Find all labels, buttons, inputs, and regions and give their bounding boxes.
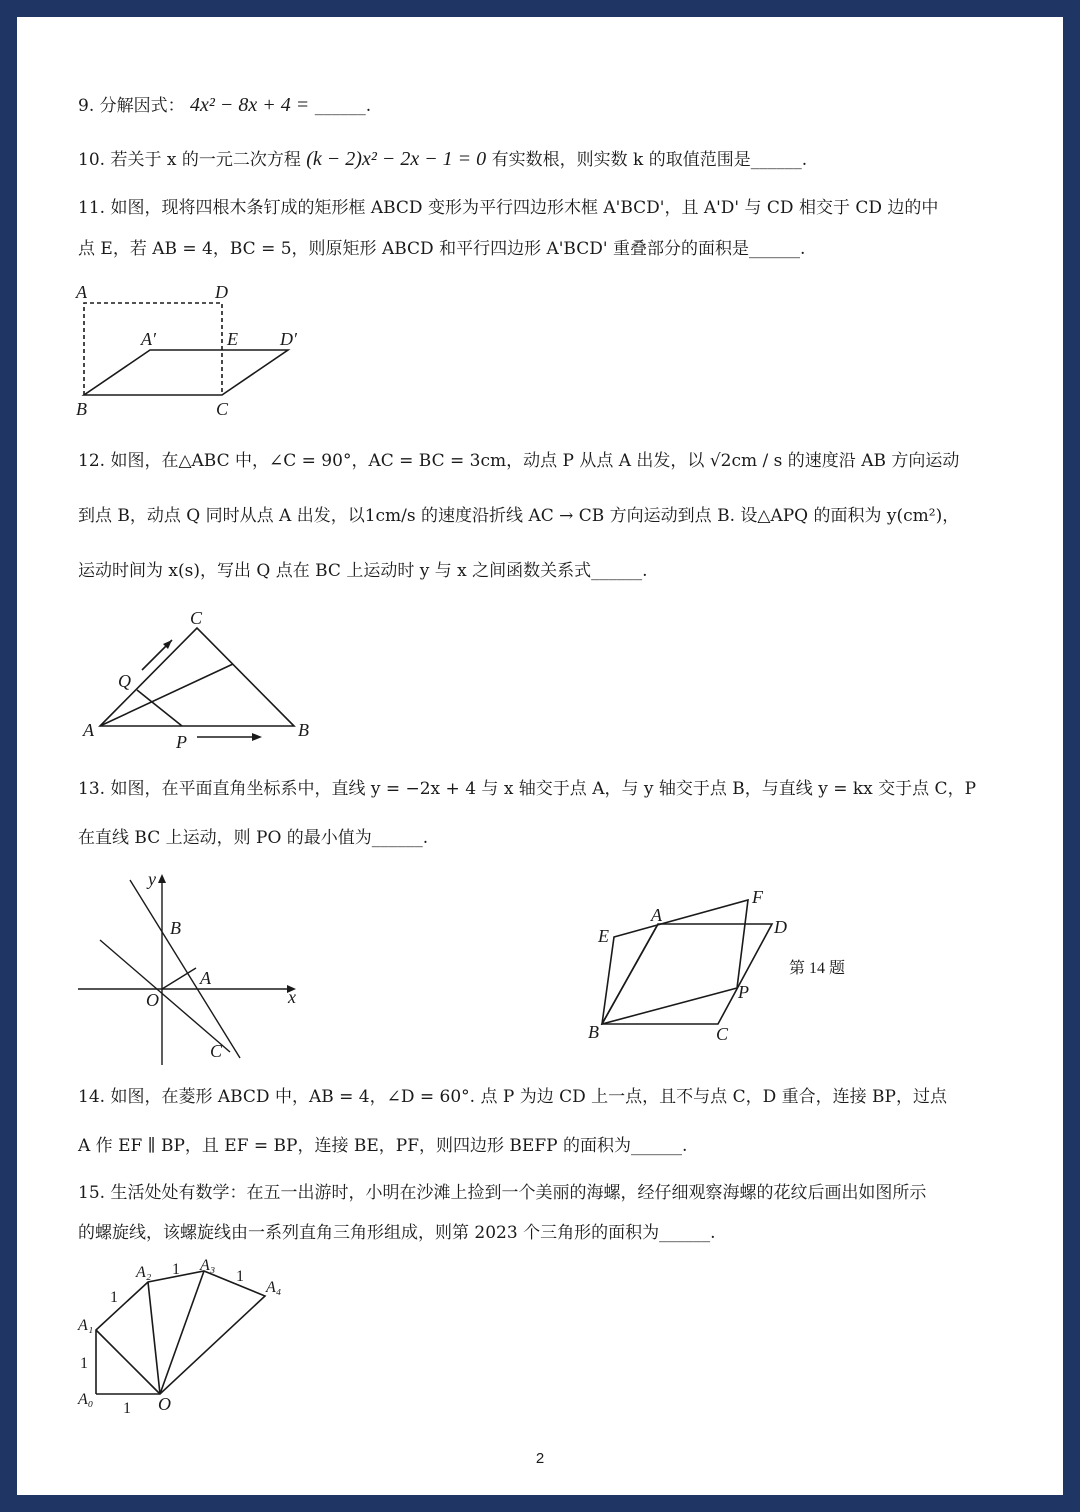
side-length-1: 1 [123,1400,131,1417]
figure-12-triangle [75,600,325,755]
question-15-line-2: 的螺旋线，该螺旋线由一系列直角三角形组成，则第 2023 个三角形的面积为______. [78,1223,716,1243]
side-length-1: 1 [110,1289,118,1306]
label-O: O [146,990,159,1010]
figure-15-spiral [70,1255,295,1420]
question-9: 9. 分解因式： 4x² − 8x + 4 = ______. [78,94,372,116]
label-A: A [200,968,211,988]
label-B: B [170,918,181,938]
label-A3: A₃ [200,1257,216,1274]
side-length-1: 1 [172,1261,180,1278]
label-A-prime: A′ [141,329,156,349]
label-B: B [298,720,309,740]
question-14-line-1: 14. 如图，在菱形 ABCD 中，AB = 4，∠D = 60°. 点 P 为边 CD 上一点，且不与点 C，D 重合，连接 BP，过点 [78,1087,947,1107]
label-F: F [752,887,763,907]
label-C: C [190,608,203,628]
label-D: D [774,917,787,937]
label-E: E [227,329,238,349]
question-12-line-1: 12. 如图，在△ABC 中，∠C = 90°，AC = BC = 3cm，动点 P 从点 A 出发，以 √2cm / s 的速度沿 AB 方向运动 [78,451,960,471]
figure-11-rectangle-parallelogram [70,280,320,425]
label-A: A [76,282,87,302]
question-11-line-2: 点 E，若 AB = 4，BC = 5，则原矩形 ABCD 和平行四边形 A'BCD' 重叠部分的面积是______. [78,239,806,259]
label-A4: A₄ [266,1279,282,1296]
label-B: B [588,1022,599,1042]
figure-14-caption: 第 14 题 [789,960,846,977]
side-length-1: 1 [80,1355,88,1372]
label-P: P [738,982,749,1002]
question-12-line-2: 到点 B，动点 Q 同时从点 A 出发，以1cm/s 的速度沿折线 AC → CB 方向运动到点 B. 设△APQ 的面积为 y(cm²)， [78,506,960,526]
question-10: 10. 若关于 x 的一元二次方程 (k − 2)x² − 2x − 1 = 0 有实数根，则实数 k 的取值范围是______. [78,148,808,170]
question-15-line-1: 15. 生活处处有数学：在五一出游时，小明在沙滩上捡到一个美丽的海螺，经仔细观察海螺的花纹后画出如图所示 [78,1183,927,1203]
label-E: E [598,926,609,946]
label-O: O [158,1394,171,1414]
question-13-line-1: 13. 如图，在平面直角坐标系中，直线 y = −2x + 4 与 x 轴交于点 A，与 y 轴交于点 B，与直线 y = kx 交于点 C，P [78,779,977,799]
figure-13-coordinate-plane [70,865,320,1070]
question-13-line-2: 在直线 BC 上运动，则 PO 的最小值为______. [78,828,429,848]
label-A: A [651,905,662,925]
label-D: D [215,282,228,302]
label-A0: A₀ [78,1391,94,1408]
label-x: x [288,987,296,1007]
side-length-1: 1 [236,1268,244,1285]
label-y: y [148,869,156,889]
question-11-line-1: 11. 如图，现将四根木条钉成的矩形框 ABCD 变形为平行四边形木框 A'BCD'，且 A'D' 与 CD 相交于 CD 边的中 [78,198,939,218]
label-A: A [83,720,94,740]
label-A1: A₁ [78,1317,94,1334]
figure-14-rhombus [580,880,870,1045]
question-14-line-2: A 作 EF ∥ BP，且 EF = BP，连接 BE，PF，则四边形 BEFP 的面积为______. [78,1136,688,1156]
label-C: C [210,1041,223,1061]
label-C: C [216,399,229,419]
label-C: C [716,1024,729,1044]
label-D-prime: D′ [280,329,297,349]
label-A2: A₂ [136,1264,152,1281]
label-B: B [76,399,87,419]
label-Q: Q [118,671,131,691]
question-12-line-3: 运动时间为 x(s)，写出 Q 点在 BC 上运动时 y 与 x 之间函数关系式______. [78,561,648,581]
page-number: 2 [535,1450,545,1467]
label-P: P [176,732,187,752]
